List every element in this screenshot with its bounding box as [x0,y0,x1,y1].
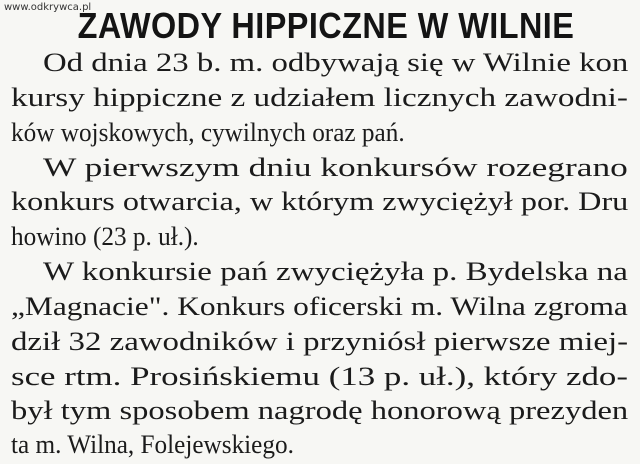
article-line: był tym sposobem nagrodę honorową prezyden [11,396,629,425]
article-line: kursy hippiczne z udziałem licznych zawodni- [11,83,628,112]
article-line: howino (23 p. uł.). [11,222,199,251]
article-line: sce rtm. Prosińskiemu (13 p. uł.), który zdo- [11,362,628,391]
article-line: konkurs otwarcia, w którym zwyciężył por. Dru [11,187,629,216]
headline: ZAWODY HIPPICZNE W WILNIE [77,5,575,46]
article-line: W konkursie pań zwyciężyła p. Bydelska na [43,257,628,286]
article-line: ków wojskowych, cywilnych oraz pań. [11,118,405,147]
article-line: dził 32 zawodników i przyniósł pierwsze miej- [11,327,629,356]
article-line: W pierwszym dniu konkursów rozegrano [43,153,628,182]
watermark: www.odkrywca.pl [4,2,92,13]
article-line: ta m. Wilna, Folejewskiego. [11,430,294,459]
article-line: Od dnia 23 b. m. odbywają się w Wilnie kon [43,48,629,77]
article-line: „Magnacie". Konkurs oficerski m. Wilna zgroma [11,292,628,321]
